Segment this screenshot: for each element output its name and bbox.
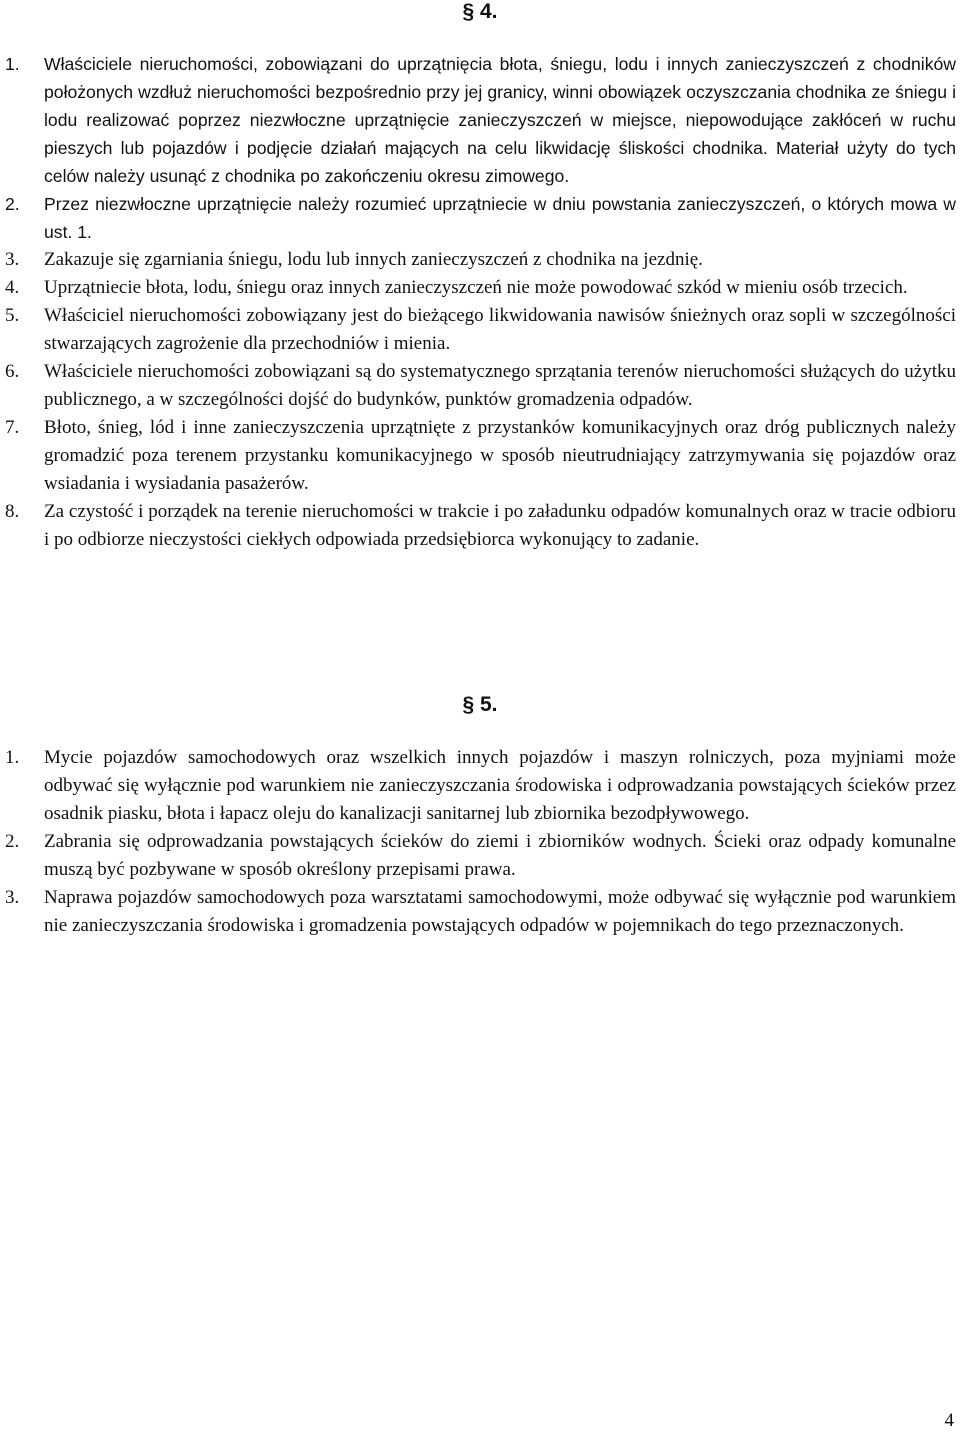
section-4-item-8 — [0, 498, 960, 554]
item-number: 5. — [5, 305, 20, 326]
item-text: Naprawa pojazdów samochodowych poza warsztatami samochodowymi, może odbywać się wyłącznie pod warunkiem nie zanieczyszczania środowiska i gromadzenia powstających odpadów w pojemnikach do tego przeznaczonych. — [44, 887, 956, 936]
item-number: 2. — [5, 194, 20, 214]
item-text: Właściciel nieruchomości zobowiązany jest do bieżącego likwidowania nawisów śnieżnych oraz sopli w szczególności stwarzających zagrożenie dla przechodniów i mienia. — [44, 305, 956, 354]
section-4-item-7 — [0, 414, 960, 498]
section-4-item-4 — [0, 274, 960, 302]
item-text: Uprzątniecie błota, lodu, śniegu oraz innych zanieczyszczeń nie może powodować szkód w mieniu osób trzecich. — [44, 277, 908, 298]
item-number: 1. — [5, 54, 20, 74]
section-5-item-3 — [0, 884, 960, 940]
section-4-item-1 — [0, 50, 960, 190]
page-number: 4 — [944, 1410, 954, 1431]
section-5-heading: § 5. — [462, 693, 498, 716]
section-5-list — [0, 744, 960, 940]
item-number: 3. — [5, 249, 20, 270]
item-text: Właściciele nieruchomości zobowiązani są do systematycznego sprzątania terenów nieruchomości służących do użytku publicznego, a w szczególności dojść do budynków, punktów gromadzenia odpadów. — [44, 361, 956, 410]
section-5-item-2 — [0, 828, 960, 884]
item-text: Mycie pojazdów samochodowych oraz wszelkich innych pojazdów i maszyn rolniczych, poza myjniami może odbywać się wyłącznie pod warunkiem nie zanieczyszczania środowiska i odprowadzania powstających ścieków przez osadnik piasku, błota i łapacz oleju do kanalizacji sanitarnej lub zbiornika bezodpływowego. — [44, 747, 956, 824]
item-number: 4. — [5, 277, 20, 298]
item-number: 7. — [5, 417, 20, 438]
item-text: Właściciele nieruchomości, zobowiązani do uprzątnięcia błota, śniegu, lodu i innych zanieczyszczeń z chodników położonych wzdłuż nieruchomości bezpośrednio przy jej granicy, winni obowiązek oczyszczania chodnika ze śniegu i lodu realizować poprzez niezwłoczne uprzątnięcie zanieczyszczeń w miejsce, niepowodujące zakłóceń w ruchu pieszych lub pojazdów i podjęcie działań mających na celu likwidację śliskości chodnika. Materiał użyty do tych celów należy usunąć z chodnika po zakończeniu okresu zimowego. — [44, 54, 956, 186]
section-4-list — [0, 50, 960, 554]
section-4-heading: § 4. — [462, 0, 498, 23]
section-4-item-3 — [0, 246, 960, 274]
item-number: 1. — [5, 747, 20, 768]
section-4-item-2 — [0, 190, 960, 246]
section-4-item-6 — [0, 358, 960, 414]
item-text: Przez niezwłoczne uprzątnięcie należy rozumieć uprzątniecie w dniu powstania zanieczyszczeń, o których mowa w ust. 1. — [44, 194, 956, 242]
section-5-item-1 — [0, 744, 960, 828]
item-number: 6. — [5, 361, 20, 382]
item-number: 2. — [5, 831, 20, 852]
section-4-item-5 — [0, 302, 960, 358]
item-text: Zakazuje się zgarniania śniegu, lodu lub innych zanieczyszczeń z chodnika na jezdnię. — [44, 249, 703, 270]
item-text: Za czystość i porządek na terenie nieruchomości w trakcie i po załadunku odpadów komunalnych oraz w tracie odbioru i po odbiorze nieczystości ciekłych odpowiada przedsiębiorca wykonujący to zadanie. — [44, 501, 956, 550]
item-number: 3. — [5, 887, 20, 908]
item-text: Zabrania się odprowadzania powstających ścieków do ziemi i zbiorników wodnych. Ścieki oraz odpady komunalne muszą być pozbywane w sposób określony przepisami prawa. — [44, 831, 956, 880]
item-number: 8. — [5, 501, 20, 522]
item-text: Błoto, śnieg, lód i inne zanieczyszczenia uprzątnięte z przystanków komunikacyjnych oraz dróg publicznych należy gromadzić poza terenem przystanku komunikacyjnego w sposób nieutrudniający zatrzymywania się pojazdów oraz wsiadania i wysiadania pasażerów. — [44, 417, 956, 494]
